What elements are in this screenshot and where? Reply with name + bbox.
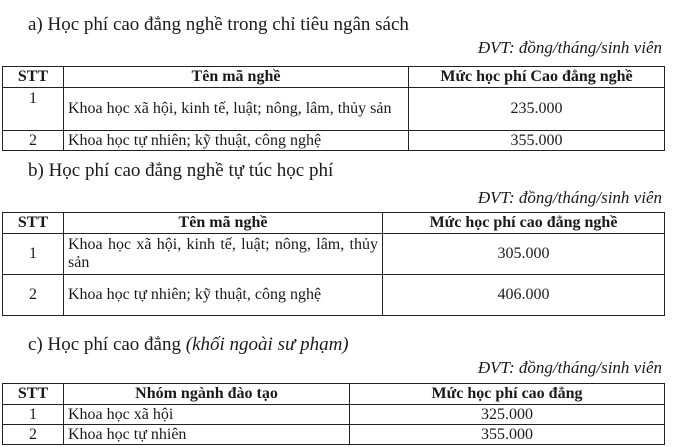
row-name: Khoa học xã hội — [64, 405, 350, 425]
table-row — [3, 88, 665, 131]
row-fee: 406.000 — [383, 275, 665, 316]
row-name: Khoa học xã hội, kinh tế, luật; nông, lâm, thủy sản — [64, 88, 409, 131]
section-b-heading: b) Học phí cao đẳng nghề tự túc học phí — [28, 160, 334, 181]
row-name: Khoa học tự nhiên; kỹ thuật, công nghệ — [64, 131, 409, 151]
section-a-unit: ĐVT: đồng/tháng/sinh viên — [477, 38, 662, 57]
header-name: Tên mã nghề — [64, 213, 383, 234]
table-c — [2, 383, 665, 445]
section-b-unit: ĐVT: đồng/tháng/sinh viên — [477, 188, 662, 207]
row-stt: 1 — [3, 405, 64, 425]
header-fee: Mức học phí cao đẳng nghề — [383, 213, 665, 234]
row-fee: 235.000 — [409, 88, 665, 131]
table-header-row — [3, 67, 665, 88]
section-c-heading — [28, 334, 349, 356]
row-fee: 305.000 — [383, 234, 665, 275]
table-row — [3, 405, 665, 425]
section-c-heading-text: c) Học phí cao đẳng — [28, 334, 181, 355]
table-header-row — [3, 384, 665, 405]
row-fee: 355.000 — [350, 425, 665, 445]
row-stt: 2 — [3, 425, 64, 445]
row-stt: 2 — [3, 131, 64, 151]
table-a — [2, 66, 665, 151]
header-stt: STT — [3, 67, 64, 88]
table-row — [3, 234, 665, 275]
header-stt: STT — [3, 213, 64, 234]
row-stt: 2 — [3, 275, 64, 316]
section-a-heading: a) Học phí cao đẳng nghề trong chỉ tiêu ngân sách — [28, 14, 409, 35]
row-fee: 325.000 — [350, 405, 665, 425]
row-name: Khoa học xã hội, kinh tế, luật; nông, lâm, thủy sản — [64, 234, 383, 275]
header-fee: Mức học phí Cao đẳng nghề — [409, 67, 665, 88]
section-c-heading-note: (khối ngoài sư phạm) — [185, 334, 349, 355]
row-name: Khoa học tự nhiên — [64, 425, 350, 445]
table-header-row — [3, 213, 665, 234]
row-fee: 355.000 — [409, 131, 665, 151]
header-stt: STT — [3, 384, 64, 405]
header-fee: Mức học phí cao đẳng — [350, 384, 665, 405]
row-name: Khoa học tự nhiên; kỹ thuật, công nghệ — [64, 275, 383, 316]
row-stt: 1 — [3, 88, 64, 131]
header-name: Nhóm ngành đào tạo — [64, 384, 350, 405]
table-b — [2, 212, 665, 316]
row-stt: 1 — [3, 234, 64, 275]
section-c-unit: ĐVT: đồng/tháng/sinh viên — [477, 358, 662, 377]
header-name: Tên mã nghề — [64, 67, 409, 88]
table-row — [3, 275, 665, 316]
table-row — [3, 425, 665, 445]
table-row — [3, 131, 665, 151]
